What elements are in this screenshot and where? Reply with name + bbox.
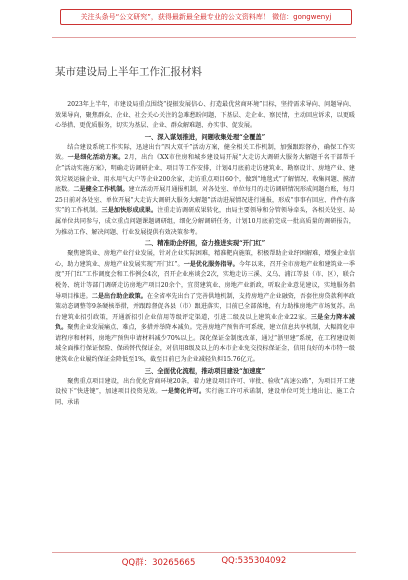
section-2-heading: 二、精准助企纾困，奋力推进实现“开门红” [144, 240, 266, 248]
bold-lead: 三是加快形成成果。 [101, 207, 158, 215]
doc-title: 某市建设局上半年工作汇报材料 [55, 66, 202, 78]
bold-lead: 一是细化活动方案。 [67, 154, 125, 162]
promo-banner [60, 9, 352, 25]
footer-divider [52, 552, 356, 553]
section-2-paragraph: 聚焦建筑业、房地产业行业发展，针对企业实际困难，精准靶向施策，积极帮助企业纾困解难，增强企业信心，助力建筑业、房地产业发展实现“开门红”。一是优化服务指导。今年以来，召开全市房地产业和建筑业一季度“开门红”工作调度会和工作例会4次，召开企业座谈会2次，实地走访三溪、义乌、浦江等县（市、区），联合税务、统计等部门调研走访房地产项目20余个，宜贯建筑业、房地产业新政，听取企业意见建议，实地服务指导项目推进。二是出台助企政策。在全省率先出台了完善供地机制，支持房地产企业融资，吾套住房贷款利率政策动态调整等9条硬核举措，并跟踪督促各县（市）跟进落实，目前已全部落地，有力助推房地产市场复苏。出台建筑业招引政策，开通新招引企业信用等级评定渠道，引进二级及以上建筑业企业22家。三是全力降本减负。聚焦企业发展痛点、难点，多措并举降本减负。完善房地产预售许可系统，建立信息共享机制，大幅简化申请程序和材料，房地产预售申请材料减少70%以上。深化保证金制度改革，通过“浙里建”系统，在工程建设领域全面推行保证保险、保函替代保证金，对信用8级及以上的本市企业免交投标保证金，信用良好的本市特一级建筑业企业履约保证金降低至1%，截至目前已为企业减轻负担15.76亿元。 [55, 250, 356, 364]
bold-lead: 二是健全工作机制。 [73, 186, 129, 194]
header-divider [52, 37, 356, 38]
bold-lead: 一是简化许可。 [161, 388, 206, 396]
qq-group-text: QQ群：30265665 [121, 558, 196, 568]
footer [0, 556, 408, 572]
section-1-heading: 一、深入谋划推进，问题收集处理“全覆盖” [144, 133, 266, 141]
section-3-heading: 三、全面优化流程，推动项目建设“加速度” [144, 367, 266, 375]
bold-lead: 三是全力降本减负。 [55, 313, 355, 332]
doc-body [55, 100, 355, 408]
bold-lead: 二是出台助企政策。 [91, 292, 147, 300]
section-3-paragraph: 聚焦重点项目建设，出台优化营商环境20条，着力建设项目许可、审批、验收“高速公路”，为项目开工建设按下“快进键”，加速项目投资见效。一是简化许可。实行施工许可承诺制，建设单位可凭土地出让、施工合同、承诺 [55, 377, 356, 406]
section-1-paragraph: 结合建设系统工作实际，迅速出台“四大双千”活动方案，健全相关工作机制，加强跟踪督办，确保工作实效。一是细化活动方案。2月，出台《XX市住房和城乡建设局开展“大走访大调研大服务大解题千名干部帮千企”活动实施方案》，明确走访调研企业、项目等工作安排，计划4月底前走访建筑业、勘察设计、房地产业、建筑垃圾运输企业、用水用气大户等企业200余家，走访重点项目60个，做到“地毯式”了解情况、收集问题、摸清底数。二是健全工作机制。建立活动开展月通报机制，对各处室、单位每月的走访调研情况形成问题台账，每月25日前对各处室、单位开展“大走访大调研大服务大解题”活动进展情况进行通报，形成“事事有回应、件件有落实”的工作机制。三是加快形成成果。注重走访调研成果转化，由局主要领导和分管领导牵头，各相关处室、局属单位共同参与，成立重点问题课题调研组，细化分解调研任务，计划10月底前完成一批高质量的调研报告，为推动工作、解决问题、行业发展提供有效决策参考。 [55, 143, 356, 236]
qq-text: QQ:535304092 [221, 556, 287, 566]
bold-lead: 一是优化服务指导。 [183, 260, 239, 268]
promo-text: 关注头条号“公文研究”，获得最新最全最专业的公文资料库！ 微信：gongwenyj [80, 13, 332, 21]
intro-paragraph: 2023年上半年，市建设局重点围绕“提振发展信心、打造最优营商环境”目标，坚持需求导向、问题导向、效果导向，聚焦群众、企业、社会关心关注的急难愁盼问题，下基层、走企业、察民情，主动回应诉求，以更暖心举措、更优质服务，切实为基层、企业、群众解难题、办实事、促发展。 [55, 101, 355, 130]
header-banner [0, 0, 408, 38]
